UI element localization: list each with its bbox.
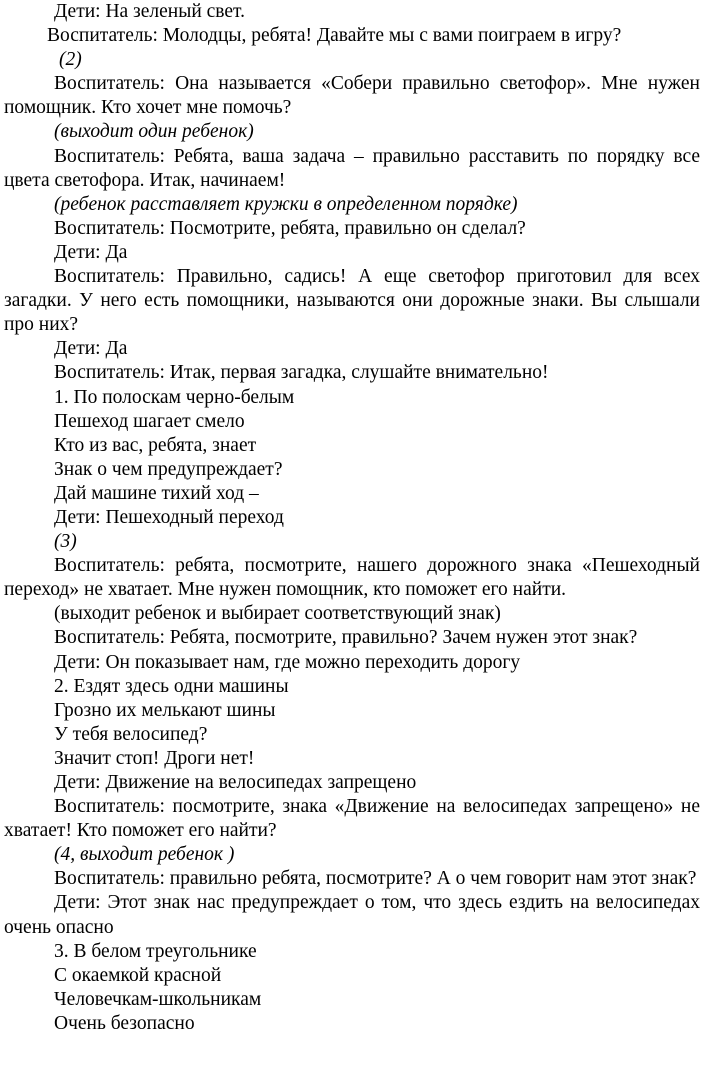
paragraph-1: Дети: На зеленый свет. — [54, 1, 245, 22]
paragraph-6: Дети: Да — [54, 241, 128, 263]
paragraph-17: Дети: Этот знак нас предупреждает о том, что здесь ездить на велосипедах очень опасно — [4, 892, 700, 938]
paragraph-12: Воспитатель: Ребята, посмотрите, правильно? Зачем нужен этот знак? — [54, 627, 638, 649]
riddle-3-line-1: 3. В белом треугольнике — [54, 940, 257, 962]
riddle-3-line-2: С окаемкой красной — [54, 964, 222, 986]
riddle-1-line-1: 1. По полоскам черно-белым — [54, 386, 295, 408]
riddle-2-line-3: У тебя велосипед? — [54, 723, 208, 745]
riddle-2-line-2: Грозно их мелькают шины — [54, 699, 276, 721]
stage-note-choose-sign: (выходит ребенок и выбирает соответствующий знак) — [54, 603, 501, 625]
paragraph-3: Воспитатель: Она называется «Собери правильно светофор». Мне нужен помощник. Кто хочет мне помочь? — [4, 73, 700, 119]
paragraph-10: Дети: Пешеходный переход — [54, 506, 284, 528]
riddle-1-line-2: Пешеход шагает смело — [54, 410, 245, 432]
paragraph-4: Воспитатель: Ребята, ваша задача – правильно расставить по порядку все цвета светофора. Итак, начинаем! — [4, 145, 700, 191]
riddle-1-line-3: Кто из вас, ребята, знает — [54, 434, 257, 456]
riddle-2-line-4: Значит стоп! Дроги нет! — [54, 747, 255, 769]
paragraph-5: Воспитатель: Посмотрите, ребята, правильно он сделал? — [54, 217, 526, 239]
paragraph-11: Воспитатель: ребята, посмотрите, нашего дорожного знака «Пешеходный переход» не хватает. Мне нужен помощник, кто поможет его найти. — [4, 555, 700, 601]
paragraph-9: Воспитатель: Итак, первая загадка, слушайте внимательно! — [54, 362, 549, 384]
paragraph-7: Воспитатель: Правильно, садись! А еще светофор приготовил для всех загадки. У него есть помощники, называются они дорожные знаки. Вы слышали про них? — [4, 266, 700, 336]
stage-note-child-exits: (выходит один ребенок) — [54, 121, 254, 143]
paragraph-14: Дети: Движение на велосипедах запрещено — [54, 772, 417, 793]
riddle-1-line-4: Знак о чем предупреждает? — [54, 458, 283, 480]
riddle-3-line-4: Очень безопасно — [54, 1012, 195, 1034]
stage-note-4: (4, выходит ребенок ) — [54, 844, 235, 866]
riddle-1-line-5: Дай машине тихий ход – — [54, 482, 259, 504]
paragraph-16: Воспитатель: правильно ребята, посмотрите? А о чем говорит нам этот знак? — [54, 868, 697, 890]
stage-note-arrange: (ребенок расставляет кружки в определенном порядке) — [54, 193, 518, 215]
paragraph-2: Воспитатель: Молодцы, ребята! Давайте мы с вами поиграем в игру? — [47, 25, 622, 47]
paragraph-15: Воспитатель: посмотрите, знака «Движение на велосипедах запрещено» не хватает! Кто поможет его найти? — [4, 796, 700, 842]
stage-note-3: (3) — [54, 531, 77, 553]
riddle-2-line-1: 2. Ездят здесь одни машины — [54, 675, 289, 697]
stage-note-2: (2) — [59, 49, 82, 71]
paragraph-8: Дети: Да — [54, 338, 128, 360]
paragraph-13: Дети: Он показывает нам, где можно переходить дорогу — [54, 651, 521, 673]
riddle-3-line-3: Человечкам-школьникам — [54, 988, 262, 1010]
